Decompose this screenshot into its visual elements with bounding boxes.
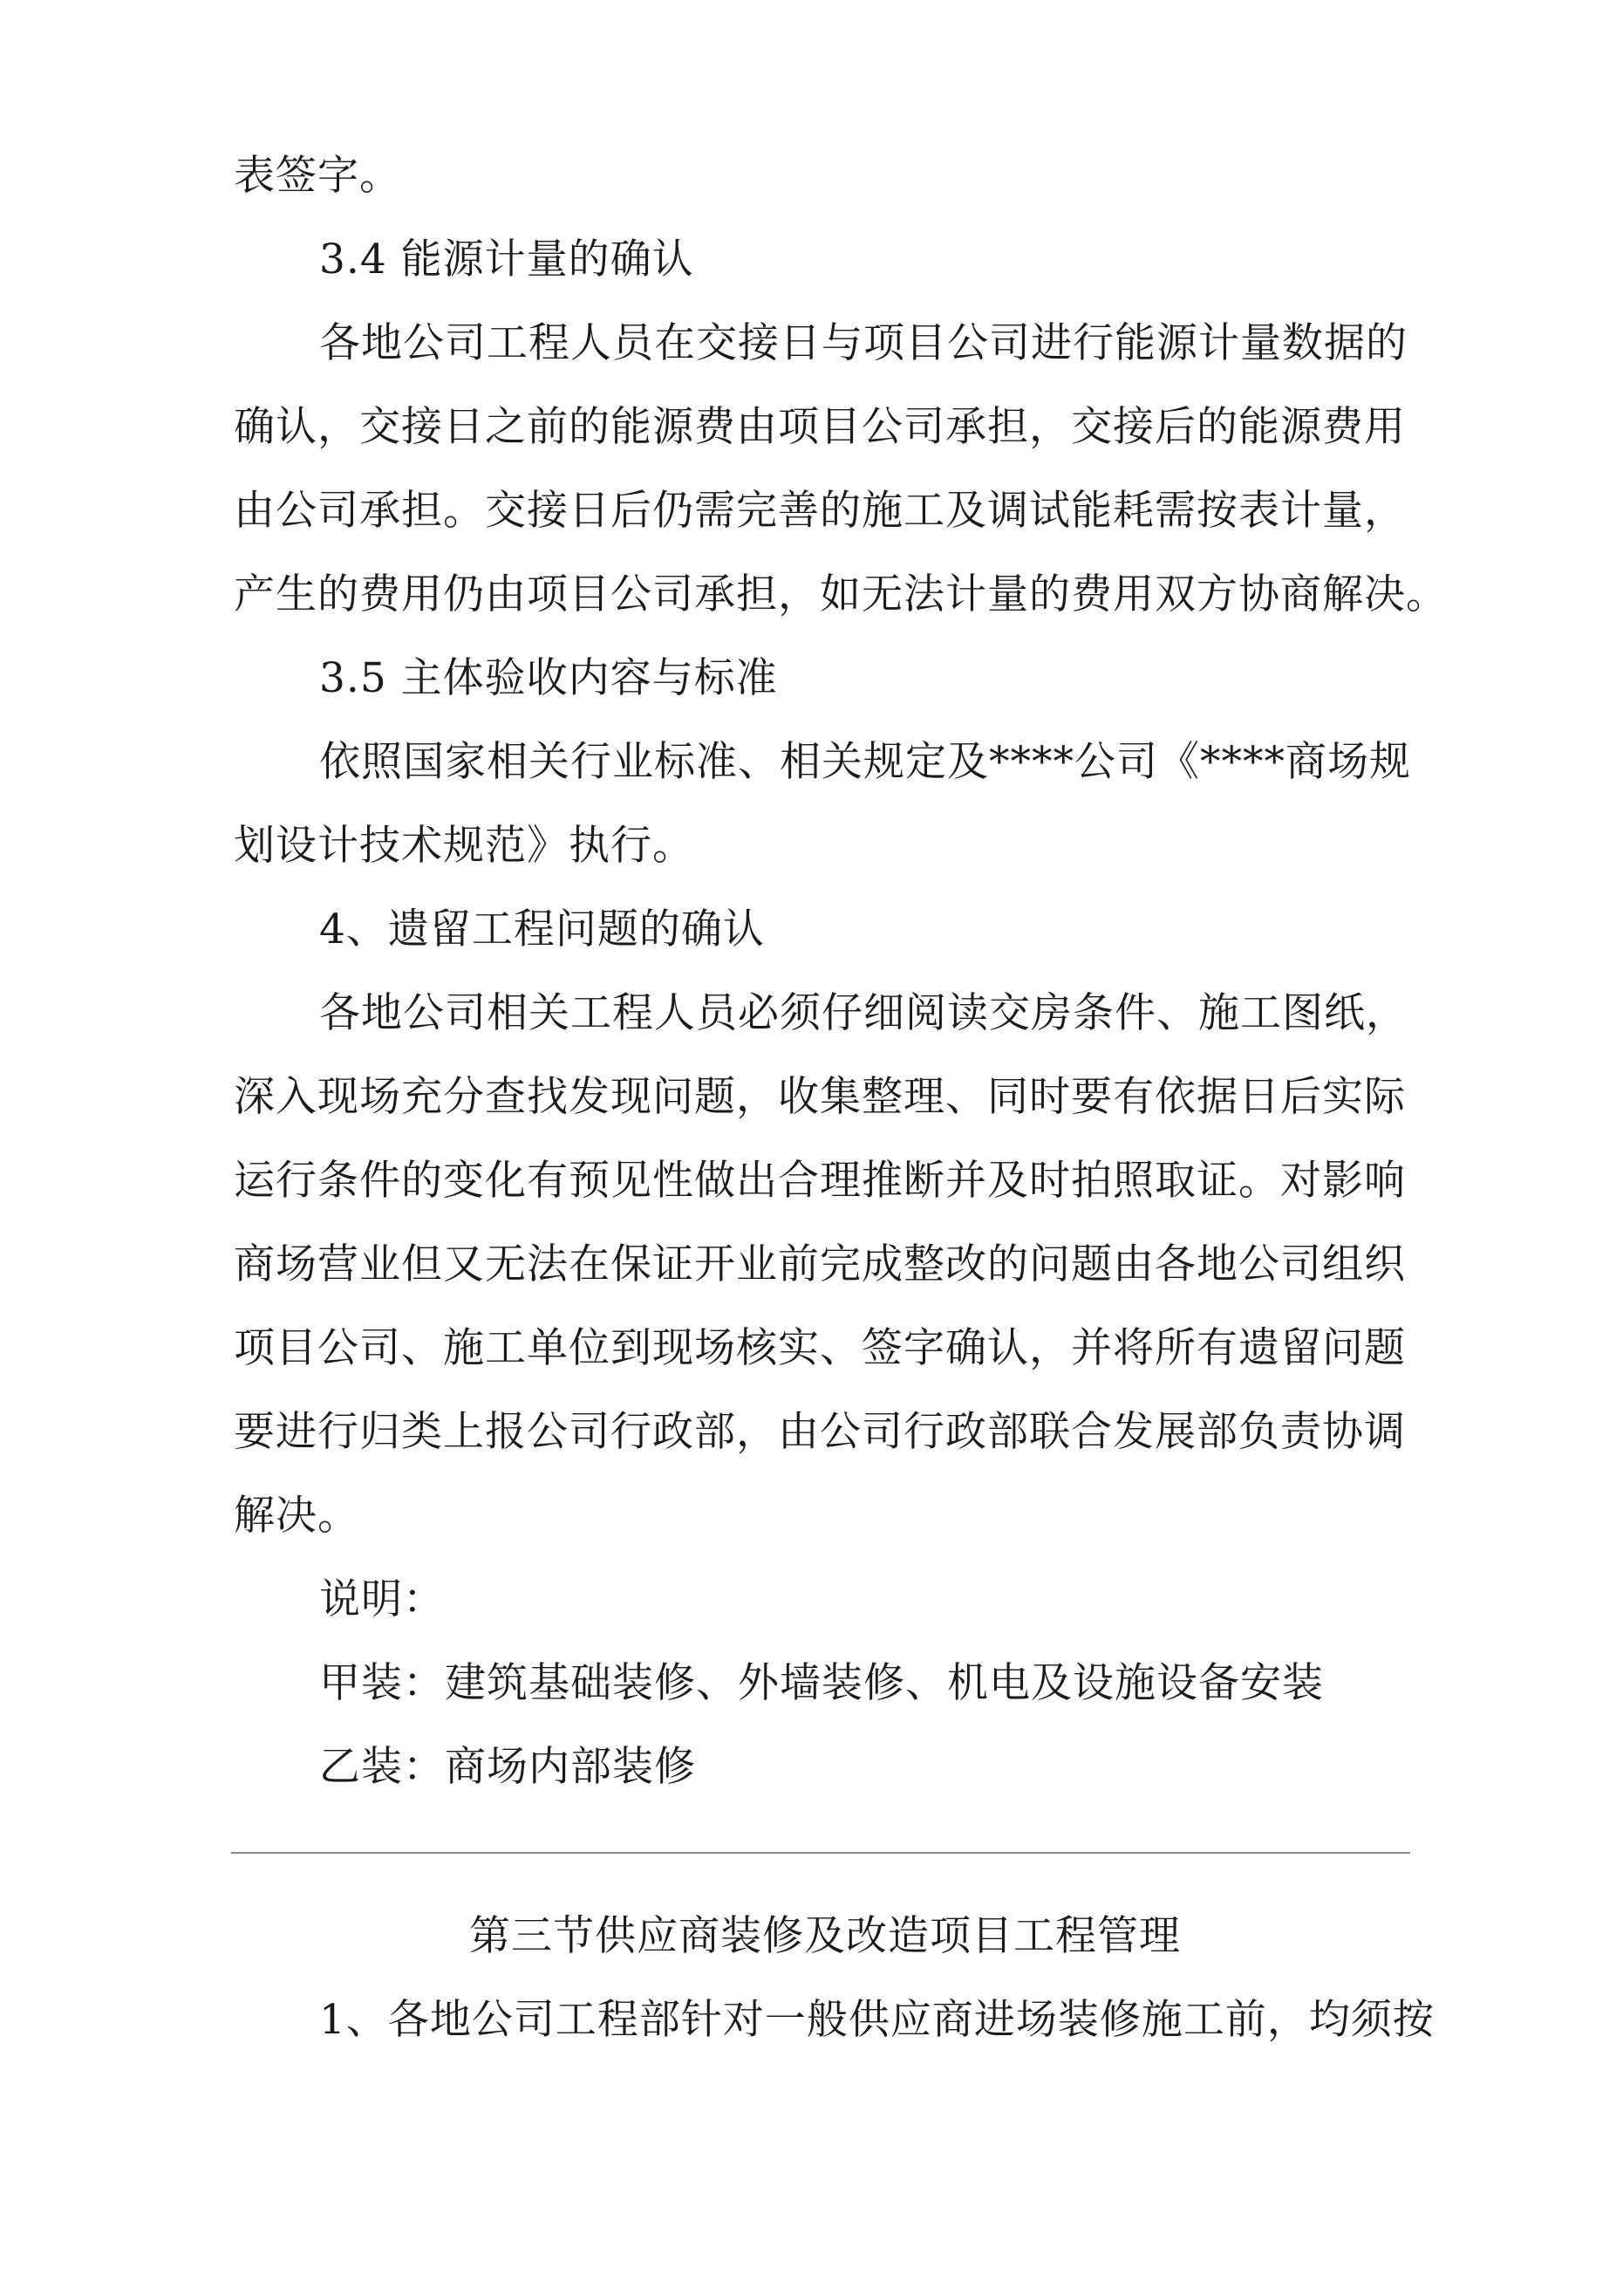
paragraph-line: 深入现场充分查找发现问题，收集整理、同时要有依据日后实际 — [234, 1073, 1406, 1121]
note-line: 甲装：建筑基础装修、外墙装修、机电及设施设备安装 — [319, 1659, 1324, 1707]
paragraph-line: 各地公司相关工程人员必须仔细阅读交房条件、施工图纸， — [319, 989, 1408, 1037]
note-label: 说明： — [319, 1575, 445, 1623]
subsection-heading: 3.4 能源计量的确认 — [319, 236, 694, 284]
paragraph-line: 解决。 — [234, 1492, 359, 1540]
paragraph-line: 依照国家相关行业标准、相关规定及****公司《****商场规 — [319, 738, 1411, 786]
subsection-heading: 3.5 主体验收内容与标准 — [319, 654, 778, 702]
paragraph-line: 项目公司、施工单位到现场核实、签字确认，并将所有遗留问题 — [234, 1324, 1406, 1372]
paragraph-line: 产生的费用仍由项目公司承担，如无法计量的费用双方协商解决。 — [234, 571, 1448, 618]
note-line: 乙装：商场内部装修 — [319, 1743, 696, 1791]
paragraph-line: 各地公司工程人员在交接日与项目公司进行能源计量数据的 — [319, 319, 1408, 367]
paragraph-line: 确认，交接日之前的能源费由项目公司承担，交接后的能源费用 — [234, 403, 1406, 451]
paragraph-line: 表签字。 — [234, 152, 401, 200]
paragraph-line: 要进行归类上报公司行政部，由公司行政部联合发展部负责协调 — [234, 1408, 1406, 1456]
paragraph-line: 划设计技术规范》执行。 — [234, 822, 694, 870]
paragraph-line: 运行条件的变化有预见性做出合理推断并及时拍照取证。对影响 — [234, 1157, 1406, 1205]
paragraph-line: 由公司承担。交接日后仍需完善的施工及调试能耗需按表计量， — [234, 487, 1406, 535]
subsection-heading: 4、遗留工程问题的确认 — [319, 905, 765, 953]
section-title: 第三节供应商装修及改造项目工程管理 — [469, 1912, 1181, 1960]
paragraph-line: 1、各地公司工程部针对一般供应商进场装修施工前，均须按 — [319, 1996, 1435, 2044]
section-divider — [231, 1852, 1410, 1854]
paragraph-line: 商场营业但又无法在保证开业前完成整改的问题由各地公司组织 — [234, 1240, 1406, 1288]
